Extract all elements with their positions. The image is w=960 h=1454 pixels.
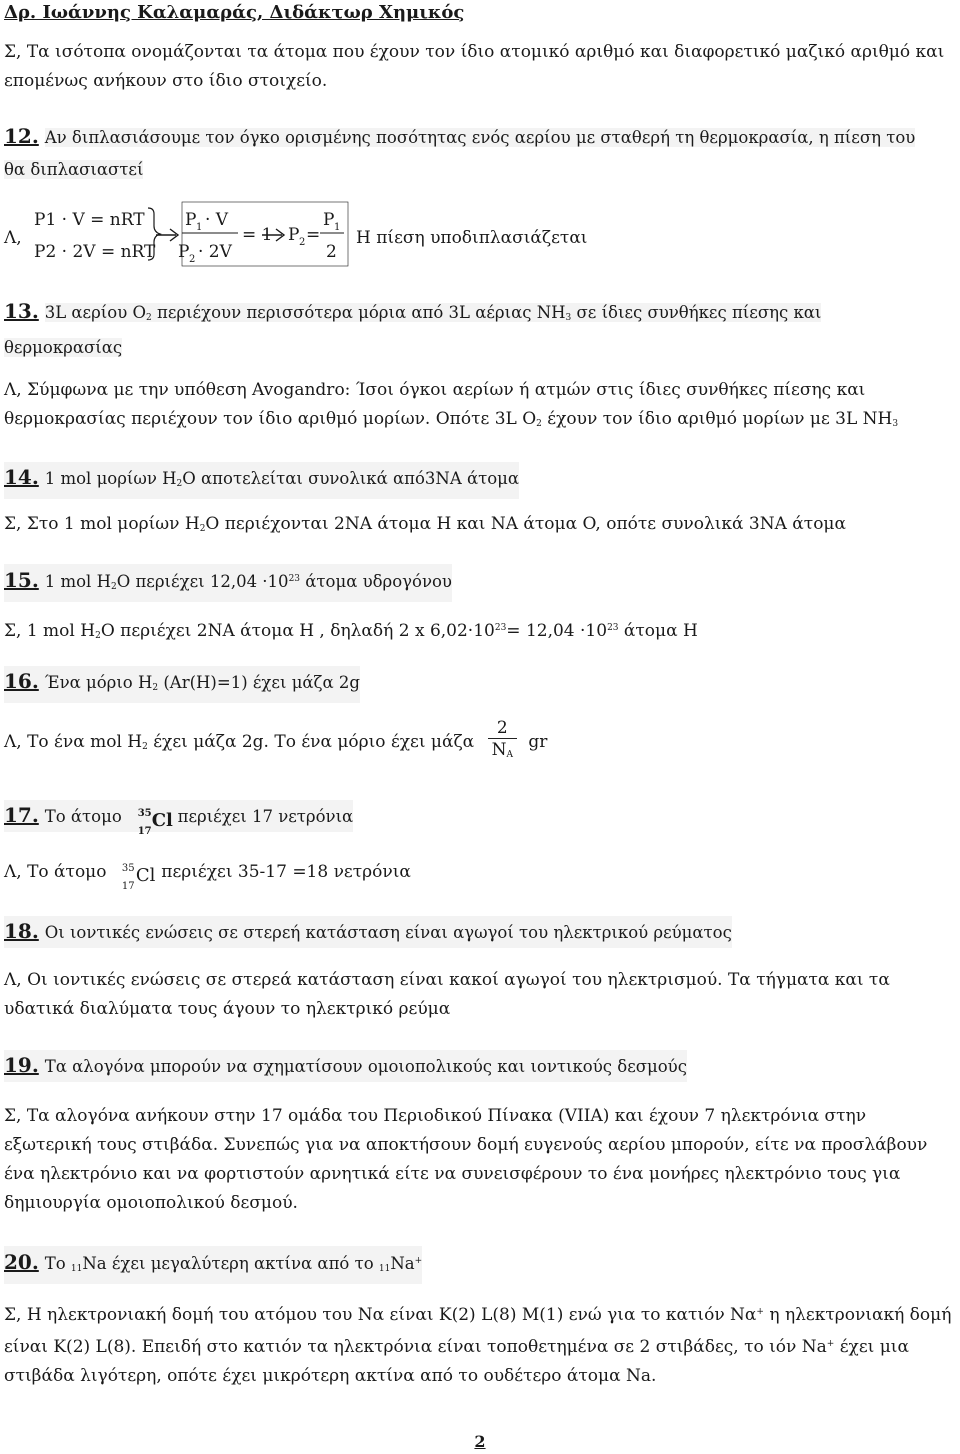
q16-answer: Λ, Το ένα mol $H_2$ έχει μάζα 2g. Το ένα μόριο έχει μάζα $\frac{2}{N_A}$ gr — [4, 718, 547, 766]
question-number: 19. — [4, 1053, 39, 1077]
question-13 — [4, 296, 934, 363]
question-14 — [4, 462, 519, 499]
q20-answer: Σ, Η ηλεκτρονιακή δομή του ατόμου του Να είναι K(2) L(8) M(1) ενώ για το κατιόν Να+ η ηλεκτρονιακή δομή είναι K(2) L(8). Επειδή στο κατιόν τα ηλεκτρόνια είναι τοποθετημένα σε 2 στιβάδες, το ιόν Na+ έχει μια στιβάδα λιγότερη, οπότε έχει μικρότερη ακτίνα από το ουδέτερο άτομα Na. — [4, 1305, 952, 1386]
question-18 — [4, 916, 732, 948]
question-17 — [4, 800, 354, 837]
svg-text:2: 2 — [326, 242, 337, 262]
q12-equation — [0, 200, 700, 270]
svg-text:= 1: = 1 — [242, 225, 273, 245]
question-12 — [4, 121, 934, 186]
svg-text:2: 2 — [189, 254, 196, 265]
question-number: 13. — [4, 299, 39, 323]
question-number: 20. — [4, 1250, 39, 1274]
answer-text-after: περιέχει 35-17 =18 νετρόνια — [161, 862, 411, 882]
page-header: Δρ. Ιωάννης Καλαμαράς, Διδάκτωρ Χημικός — [4, 2, 465, 23]
q19-answer: Σ, Τα αλογόνα ανήκουν στην 17 ομάδα του Περιοδικού Πίνακα (VIIA) και έχουν 7 ηλεκτρόνια στην εξωτερική τους στιβάδα. Συνεπώς για να αποκτήσουν δομή ευγενούς αερίου μπορούν, είτε να προσλάβουν ένα ηλεκτρόνιο και να φορτιστούν αρνητικά είτε να συνεισφέρουν το ένα μονήρες ηλεκτρόνιο τους για δημιουργία ομοιοπολικού δεσμού. — [4, 1106, 928, 1213]
question-number: 12. — [4, 124, 39, 148]
atomic-number: 17 — [137, 825, 152, 837]
svg-text:1: 1 — [196, 222, 203, 233]
chlorine-nuclide: 35 17 Cl — [121, 862, 156, 892]
chlorine-nuclide — [128, 805, 173, 837]
mass-fraction — [488, 718, 517, 766]
fraction-numerator: 2 — [488, 718, 517, 739]
question-number: 18. — [4, 919, 39, 943]
svg-text:=: = — [306, 225, 321, 245]
answer-text-before: Λ, Το άτομο — [4, 862, 107, 882]
mass-unit: gr — [528, 731, 548, 752]
question-text: Οι ιοντικές ενώσεις σε στερεή κατάσταση είναι αγωγοί του ηλεκτρικού ρεύματος — [44, 923, 732, 942]
question-15 — [4, 564, 452, 602]
question-number: 17. — [4, 803, 39, 827]
svg-text:P: P — [323, 210, 335, 230]
question-16 — [4, 666, 360, 703]
element-symbol: Cl — [151, 809, 173, 831]
svg-text:P: P — [185, 210, 197, 230]
q14-answer: Σ, Στο 1 mol μορίων $H_2O$ περιέχονται 2NA άτομα H και NA άτομα O, οπότε συνολικά 3NA άτομα — [4, 514, 846, 534]
question-text: 3L αερίου $O_2$ περιέχουν περισσότερα μόρια από 3L αέριας $NH_3$ σε ίδιες συνθήκες πίεσης και θερμοκρασίας — [4, 303, 822, 357]
svg-text:P: P — [288, 225, 300, 245]
svg-text:1: 1 — [334, 222, 341, 233]
question-text-after: περιέχει 17 νετρόνια — [177, 807, 354, 826]
q18-answer: Λ, Οι ιοντικές ενώσεις σε στερεά κατάσταση είναι κακοί αγωγοί του ηλεκτρισμού. Τα τήγματα και τα υδατικά διαλύματα τους άγουν το ηλεκτρικό ρεύμα — [4, 970, 890, 1019]
fraction-denominator: $N_A$ — [491, 740, 513, 760]
q12-result: Η πίεση υποδιπλασιάζεται — [356, 228, 588, 248]
q12-eq1: P1 · V = nRT — [34, 210, 145, 230]
q15-answer: Σ, 1 mol $H_2O$ περιέχει 2NA άτομα H , δηλαδή 2 x $6,02\cdot 10^{23}= 12,04 \cdot 10^{23}$ άτομα H — [4, 621, 698, 641]
implies-arrow-icon — [156, 229, 178, 241]
q12-eq2: P2 · 2V = nRT — [34, 242, 156, 262]
q17-answer — [4, 858, 411, 892]
question-text: 1 mol μορίων $H_2O$ αποτελείται συνολικά από3NA άτομα — [44, 469, 520, 489]
question-text: 1 mol $H_2O$ περιέχει $12,04 \cdot 10^{23}$ άτομα υδρογόνου — [44, 572, 452, 592]
question-19 — [4, 1050, 687, 1082]
intro-answer: Σ, Τα ισότοπα ονομάζονται τα άτομα που έχουν τον ίδιο ατομικό αριθμό και διαφορετικό μαζικό αριθμό και επομένως ανήκουν στο ίδιο στοιχείο. — [4, 42, 945, 91]
question-text-before: Το άτομο — [44, 807, 122, 826]
svg-text:2: 2 — [299, 237, 306, 248]
question-number: 15. — [4, 568, 39, 592]
q13-answer: Λ, Σύμφωνα με την υπόθεση Avogandro: Ίσοι όγκοι αερίων ή ατμών στις ίδιες συνθήκες πίεσης και θερμοκρασίας περιέχουν τον ίδιο αριθμό μορίων. Οπότε 3L $O_2$ έχουν τον ίδιο αριθμό μορίων με 3L $NH_3$ — [4, 380, 899, 429]
svg-text:P: P — [178, 242, 190, 262]
question-20 — [4, 1246, 422, 1284]
mass-number: 35 — [137, 807, 152, 819]
page-number: 2 — [474, 1432, 486, 1451]
svg-text:· V: · V — [205, 210, 229, 230]
q12-answer-prefix: Λ, — [4, 228, 22, 248]
question-text: Τα αλογόνα μπορούν να σχηματίσουν ομοιοπολικούς και ιοντικούς δεσμούς — [44, 1057, 687, 1076]
question-text: Αν διπλασιάσουμε τον όγκο ορισμένης ποσότητας ενός αερίου με σταθερή τη θερμοκρασία, η πίεση του θα διπλασιαστεί — [4, 128, 916, 179]
question-number: 14. — [4, 465, 39, 489]
question-text: Το $_{11}$Na έχει μεγαλύτερη ακτίνα από το $_{11}$Na+ — [44, 1254, 423, 1274]
svg-text:· 2V: · 2V — [198, 242, 232, 262]
question-number: 16. — [4, 669, 39, 693]
question-text: Ένα μόριο $H_2$ (Ar(H)=1) έχει μάζα 2g — [44, 673, 360, 693]
